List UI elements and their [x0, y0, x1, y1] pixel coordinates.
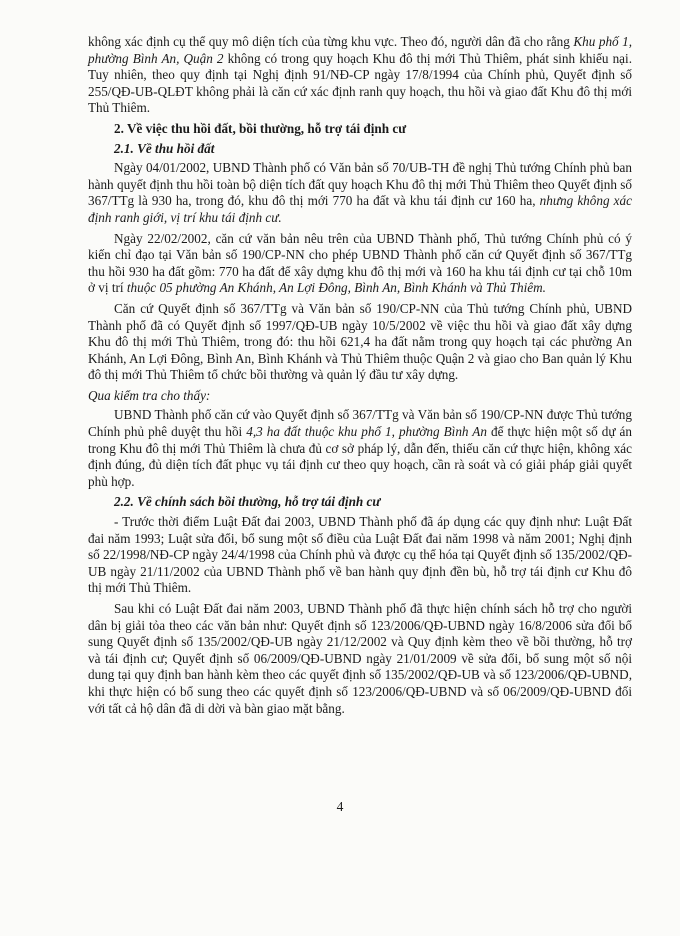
- text-run: không có trong quy hoạch Khu đô thị mới Thủ Thiêm, phát sinh khiếu nại. Tuy nhiên, theo quy định tại Nghị định 91/NĐ-CP ngày 17/8/1994 của Chính phủ, Quyết định số 255/QĐ-UB-QLĐT không phải là căn cứ xác định ranh quy hoạch, thu hồi và giao đất Khu đô thị mới Thủ Thiêm.: [88, 50, 632, 116]
- italic-text: thuộc 05 phường An Khánh, An Lợi Đông, Bình An, Bình Khánh và Thủ Thiêm.: [126, 280, 546, 296]
- subsection-heading: [88, 141, 632, 158]
- text-run: Ngày 22/02/2002, căn cứ văn bản nêu trên của UBND Thành phố, Thủ tướng Chính phủ có ý kiến chỉ đạo tại Văn bản số 190/CP-NN cho phép UBND Thành phố căn cứ Quyết định số 367/TTg thu hồi 930 ha đất gồm: 770 ha đất để xây dựng khu đô thị mới và 160 ha khu tái định cư tại chỗ 10m ở vị trí: [88, 230, 632, 296]
- paragraph: [88, 301, 632, 384]
- page-number: 4: [336, 799, 344, 814]
- paragraph: [88, 231, 632, 297]
- subsection-heading: [88, 494, 632, 511]
- text-run: không xác định cụ thể quy mô diện tích của từng khu vực. Theo đó, người dân đã cho rằng: [88, 34, 574, 49]
- italic-text: Khu phố 1, phường Bình An, Quận 2: [88, 34, 633, 66]
- text-run: - Trước thời điểm Luật Đất đai 2003, UBND Thành phố đã áp dụng các quy định như: Luật Đất đai năm 1993; Luật sửa đổi, bổ sung một số điều của Luật Đất đai năm 1998 và năm 2001; Nghị định số 22/1998/NĐ-CP ngày 24/4/1998 của Chính phủ và được cụ thể hóa tại Quyết định số 135/2002/QĐ-UB ngày 21/11/2002 của UBND Thành phố về ban hành quy định đền bù, hỗ trợ tái định cư Khu đô thị mới Thủ Thiêm.: [88, 514, 633, 596]
- text-run: 2. Về việc thu hồi đất, bồi thường, hỗ trợ tái định cư: [114, 120, 407, 136]
- italic-text: nhưng không xác định ranh giới, vị trí khu tái định cư.: [88, 193, 632, 225]
- text-run: UBND Thành phố căn cứ vào Quyết định số 367/TTg và Văn bản số 190/CP-NN được Thủ tướng Chính phủ phê duyệt thu hồi: [88, 407, 632, 440]
- text-run: 2.1. Về thu hồi đất: [114, 140, 215, 156]
- text-run: 2.2. Về chính sách bồi thường, hỗ trợ tái định cư: [114, 494, 381, 510]
- text-run: Ngày 04/01/2002, UBND Thành phố có Văn bản số 70/UB-TH đề nghị Thủ tướng Chính phủ ban hành quyết định thu hồi toàn bộ diện tích đất quy hoạch Khu đô thị mới Thủ Thiêm theo Quyết định số 367/TTg là 930 ha, trong đó, khu đô thị mới 770 ha đất và khu tái định cư 160 ha,: [88, 160, 632, 209]
- paragraph: [88, 160, 632, 226]
- paragraph-lead: [88, 388, 632, 405]
- text-run: để thực hiện một số dự án trong Khu đô thị mới Thủ Thiêm là chưa đủ cơ sở pháp lý, dẫn đến, thiếu căn cứ thực hiện, không xác định đúng, đủ diện tích đất phục vụ tái định cư theo quy hoạch, cần rà soát và có giải pháp giải quyết phù hợp.: [88, 424, 632, 489]
- italic-text: Qua kiểm tra cho thấy:: [88, 387, 211, 403]
- paragraph: [88, 407, 632, 490]
- text-run: Căn cứ Quyết định số 367/TTg và Văn bản số 190/CP-NN của Thủ tướng Chính phủ, UBND Thành phố đã có Quyết định số 1997/QĐ-UB ngày 10/5/2002 về việc thu hồi và giao đất xây dựng Khu đô thị mới Thủ Thiêm, trong đó: thu hồi 621,4 ha đất nằm trong quy hoạch tại các phường An Khánh, An Lợi Đông, Bình An, Bình Khánh và Thủ Thiêm thuộc Quận 2 và giao cho Ban quản lý Khu đô thị mới Thủ Thiêm tổ chức bồi thường và quản lý đầu tư xây dựng.: [88, 300, 632, 383]
- italic-text: 4,3 ha đất thuộc khu phố 1, phường Bình An: [246, 424, 487, 440]
- paragraph: [88, 34, 632, 117]
- section-heading: [88, 121, 632, 138]
- paragraph: [88, 601, 632, 717]
- document-body: [88, 34, 632, 721]
- paragraph: [88, 514, 632, 597]
- text-run: Sau khi có Luật Đất đai năm 2003, UBND Thành phố đã thực hiện chính sách hỗ trợ cho người dân bị giải tỏa theo các văn bản như: Quyết định số 123/2006/QĐ-UBND ngày 16/8/2006 sửa đổi bổ sung Quyết định số 135/2002/QĐ-UB ngày 21/12/2002 và Quy định kèm theo về bồi thường, hỗ trợ và tái định cư; Quyết định số 06/2009/QĐ-UBND ngày 21/01/2009 về sửa đổi, bổ sung một số nội dung tại quy định ban hành kèm theo các quyết định số 135/2002/QĐ-UB và số 123/2006/QĐ-UBND, khi thực hiện có bổ sung theo các quyết định số 123/2006/QĐ-UBND và số 06/2009/QĐ-UBND đối với tất cả hộ dân đã di dời và bàn giao mặt bằng.: [88, 601, 632, 716]
